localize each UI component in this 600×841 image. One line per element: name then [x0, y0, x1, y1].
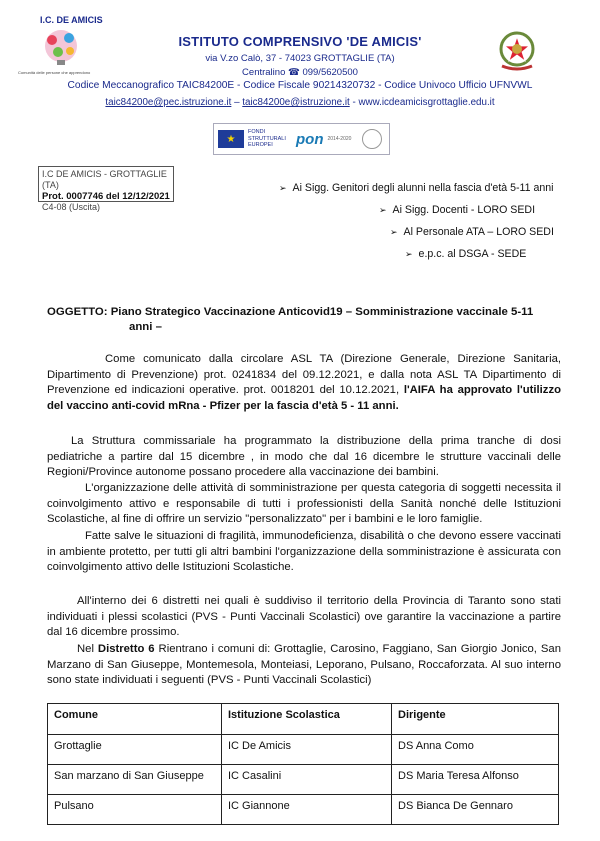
protocol-number: Prot. 0007746 del 12/12/2021: [42, 191, 170, 202]
table-cell: Pulsano: [48, 795, 222, 825]
paragraph-4: Fatte salve le situazioni di fragilità, immunodeficienza, disabilità o che devono essere vaccinati in ambiente protetto, per tutti gli altri bambini l'organizzazione della somministrazione è assicurata con coinvolgimento attivo delle Istituzioni Scolastiche.: [47, 530, 561, 574]
table-cell: DS Bianca De Gennaro: [392, 795, 559, 825]
arrow-bullet-icon: ➢: [379, 205, 387, 215]
table-cell: Grottaglie: [48, 735, 222, 765]
website-link[interactable]: www.icdeamicisgrottaglie.edu.it: [358, 97, 495, 108]
subject-line-2: anni –: [129, 321, 162, 333]
pec-email-link[interactable]: taic84200e@pec.istruzione.it: [105, 97, 232, 108]
arrow-bullet-icon: ➢: [390, 227, 398, 237]
table-row: [48, 765, 559, 795]
pon-banner: [213, 123, 390, 155]
column-header-comune: Comune: [48, 704, 222, 735]
svg-text:Comunità delle persone che app: Comunità delle persone che apprendono: [18, 70, 91, 75]
table-cell: IC Giannone: [222, 795, 392, 825]
recipient-text: e.p.c. al DSGA - SEDE: [418, 248, 527, 260]
recipient-item: [279, 182, 554, 194]
subject: [47, 305, 567, 335]
school-phone: Centralino ☎ 099/5620500: [242, 67, 358, 78]
protocol-line-1: I.C DE AMICIS - GROTTAGLIE (TA): [42, 169, 167, 190]
table-cell: DS Anna Como: [392, 735, 559, 765]
recipient-item: [390, 226, 554, 238]
column-header-istituzione: Istituzione Scolastica: [222, 704, 392, 735]
table-header-row: [48, 704, 559, 735]
vaccination-points-table: [47, 703, 559, 825]
table-row: [48, 735, 559, 765]
paragraph-1-bold: l'AIFA ha approvato l'utilizzo del vaccino anti-covid mRna - Pfizer per la fascia d'età 5 - 11 anni.: [47, 384, 561, 412]
recipient-text: Ai Sigg. Genitori degli alunni nella fascia d'età 5-11 anni: [292, 182, 554, 194]
paragraph-6-text: Nel: [77, 643, 98, 655]
table-cell: DS Maria Teresa Alfonso: [392, 765, 559, 795]
contact-line: taic84200e@pec.istruzione.it – taic84200e@istruzione.it - www.icdeamicisgrottaglie.edu.it: [105, 97, 495, 108]
table-cell: San marzano di San Giuseppe: [48, 765, 222, 795]
recipient-text: Al Personale ATA – LORO SEDI: [403, 226, 554, 238]
subject-line-1: OGGETTO: Piano Strategico Vaccinazione Anticovid19 – Somministrazione vaccinale 5-11: [47, 306, 534, 318]
paragraph-5: All'interno dei 6 distretti nei quali è suddiviso il territorio della Provincia di Taranto sono stati individuati i plessi scolastici (PVS - Punti Vaccinali Scolastici) ove garantire la vaccinazione a partire dal 16 dicembre prossimo.: [47, 595, 561, 639]
table-cell: IC Casalini: [222, 765, 392, 795]
paragraph-1: [47, 352, 561, 414]
table-row: [48, 795, 559, 825]
paragraph-6-text-end: Rientrano i comuni di: Grottaglie, Carosino, Faggiano, San Giorgio Jonico, San Marzano di San Giuseppe, Montemesola, Monteiasi, Leporano, Pulsano, Roccaforzata. Al suo interno sono state individuati i seguenti (PVS - Punti Vaccinali Scolastici): [47, 643, 561, 687]
eu-flag-icon: ★: [218, 130, 244, 148]
pon-sub: 2014-2020: [327, 136, 352, 142]
paragraph-2: La Struttura commissariale ha programmato la distribuzione della prima tranche di dosi pediatriche a partire dal 15 dicembre , in modo che dal 16 dicembre le strutture vaccinali delle Regioni/Province autonome possano procedere alla vaccinazione dei bambini.: [47, 435, 561, 479]
paragraph-3: L'organizzazione delle attività di somministrazione per questa categoria di soggetti necessita il coinvolgimento attivo e responsabile di tutti i professionisti della Sanità nonché delle Istituzioni Scolastiche, al fine di offrire un servizio "personalizzato" per i bambini e le loro famiglie.: [47, 482, 561, 526]
paragraph-6: [47, 642, 561, 689]
pon-logo: pon: [296, 130, 324, 148]
recipient-item: [405, 248, 526, 260]
paragraph-6-bold: Distretto 6: [97, 643, 155, 655]
pon-fondi-text: FONDI STRUTTURALI EUROPEI: [248, 129, 286, 149]
school-codes: Codice Meccanografico TAIC84200E - Codice Fiscale 90214320732 - Codice Univoco Ufficio UFNVWL: [67, 80, 533, 91]
email-link[interactable]: taic84200e@istruzione.it: [242, 97, 350, 108]
ministry-seal-icon: [362, 129, 382, 149]
column-header-dirigente: Dirigente: [392, 704, 559, 735]
school-name: ISTITUTO COMPRENSIVO 'DE AMICIS': [178, 34, 422, 49]
recipient-text: Ai Sigg. Docenti - LORO SEDI: [392, 204, 536, 216]
protocol-stamp: [38, 166, 174, 212]
table-cell: IC De Amicis: [222, 735, 392, 765]
school-address: via V.zo Calò, 37 - 74023 GROTTAGLIE (TA): [205, 53, 395, 64]
recipient-item: [379, 204, 535, 216]
protocol-line-3: C4-08 (Uscita): [42, 202, 101, 212]
arrow-bullet-icon: ➢: [405, 249, 413, 259]
arrow-bullet-icon: ➢: [279, 183, 287, 193]
paragraph-1-text: Come comunicato dalla circolare ASL TA (Direzione Generale, Direzione Sanitaria, Dipartimento di Prevenzione) prot. 0241834 del 09.12.2021, e dalla nota ASL TA Dipartimento di Prevenzione ed indicazioni operative. prot. 0018201 del 10.12.2021,: [47, 353, 561, 397]
svg-text:I.C. DE AMICIS: I.C. DE AMICIS: [40, 15, 103, 25]
